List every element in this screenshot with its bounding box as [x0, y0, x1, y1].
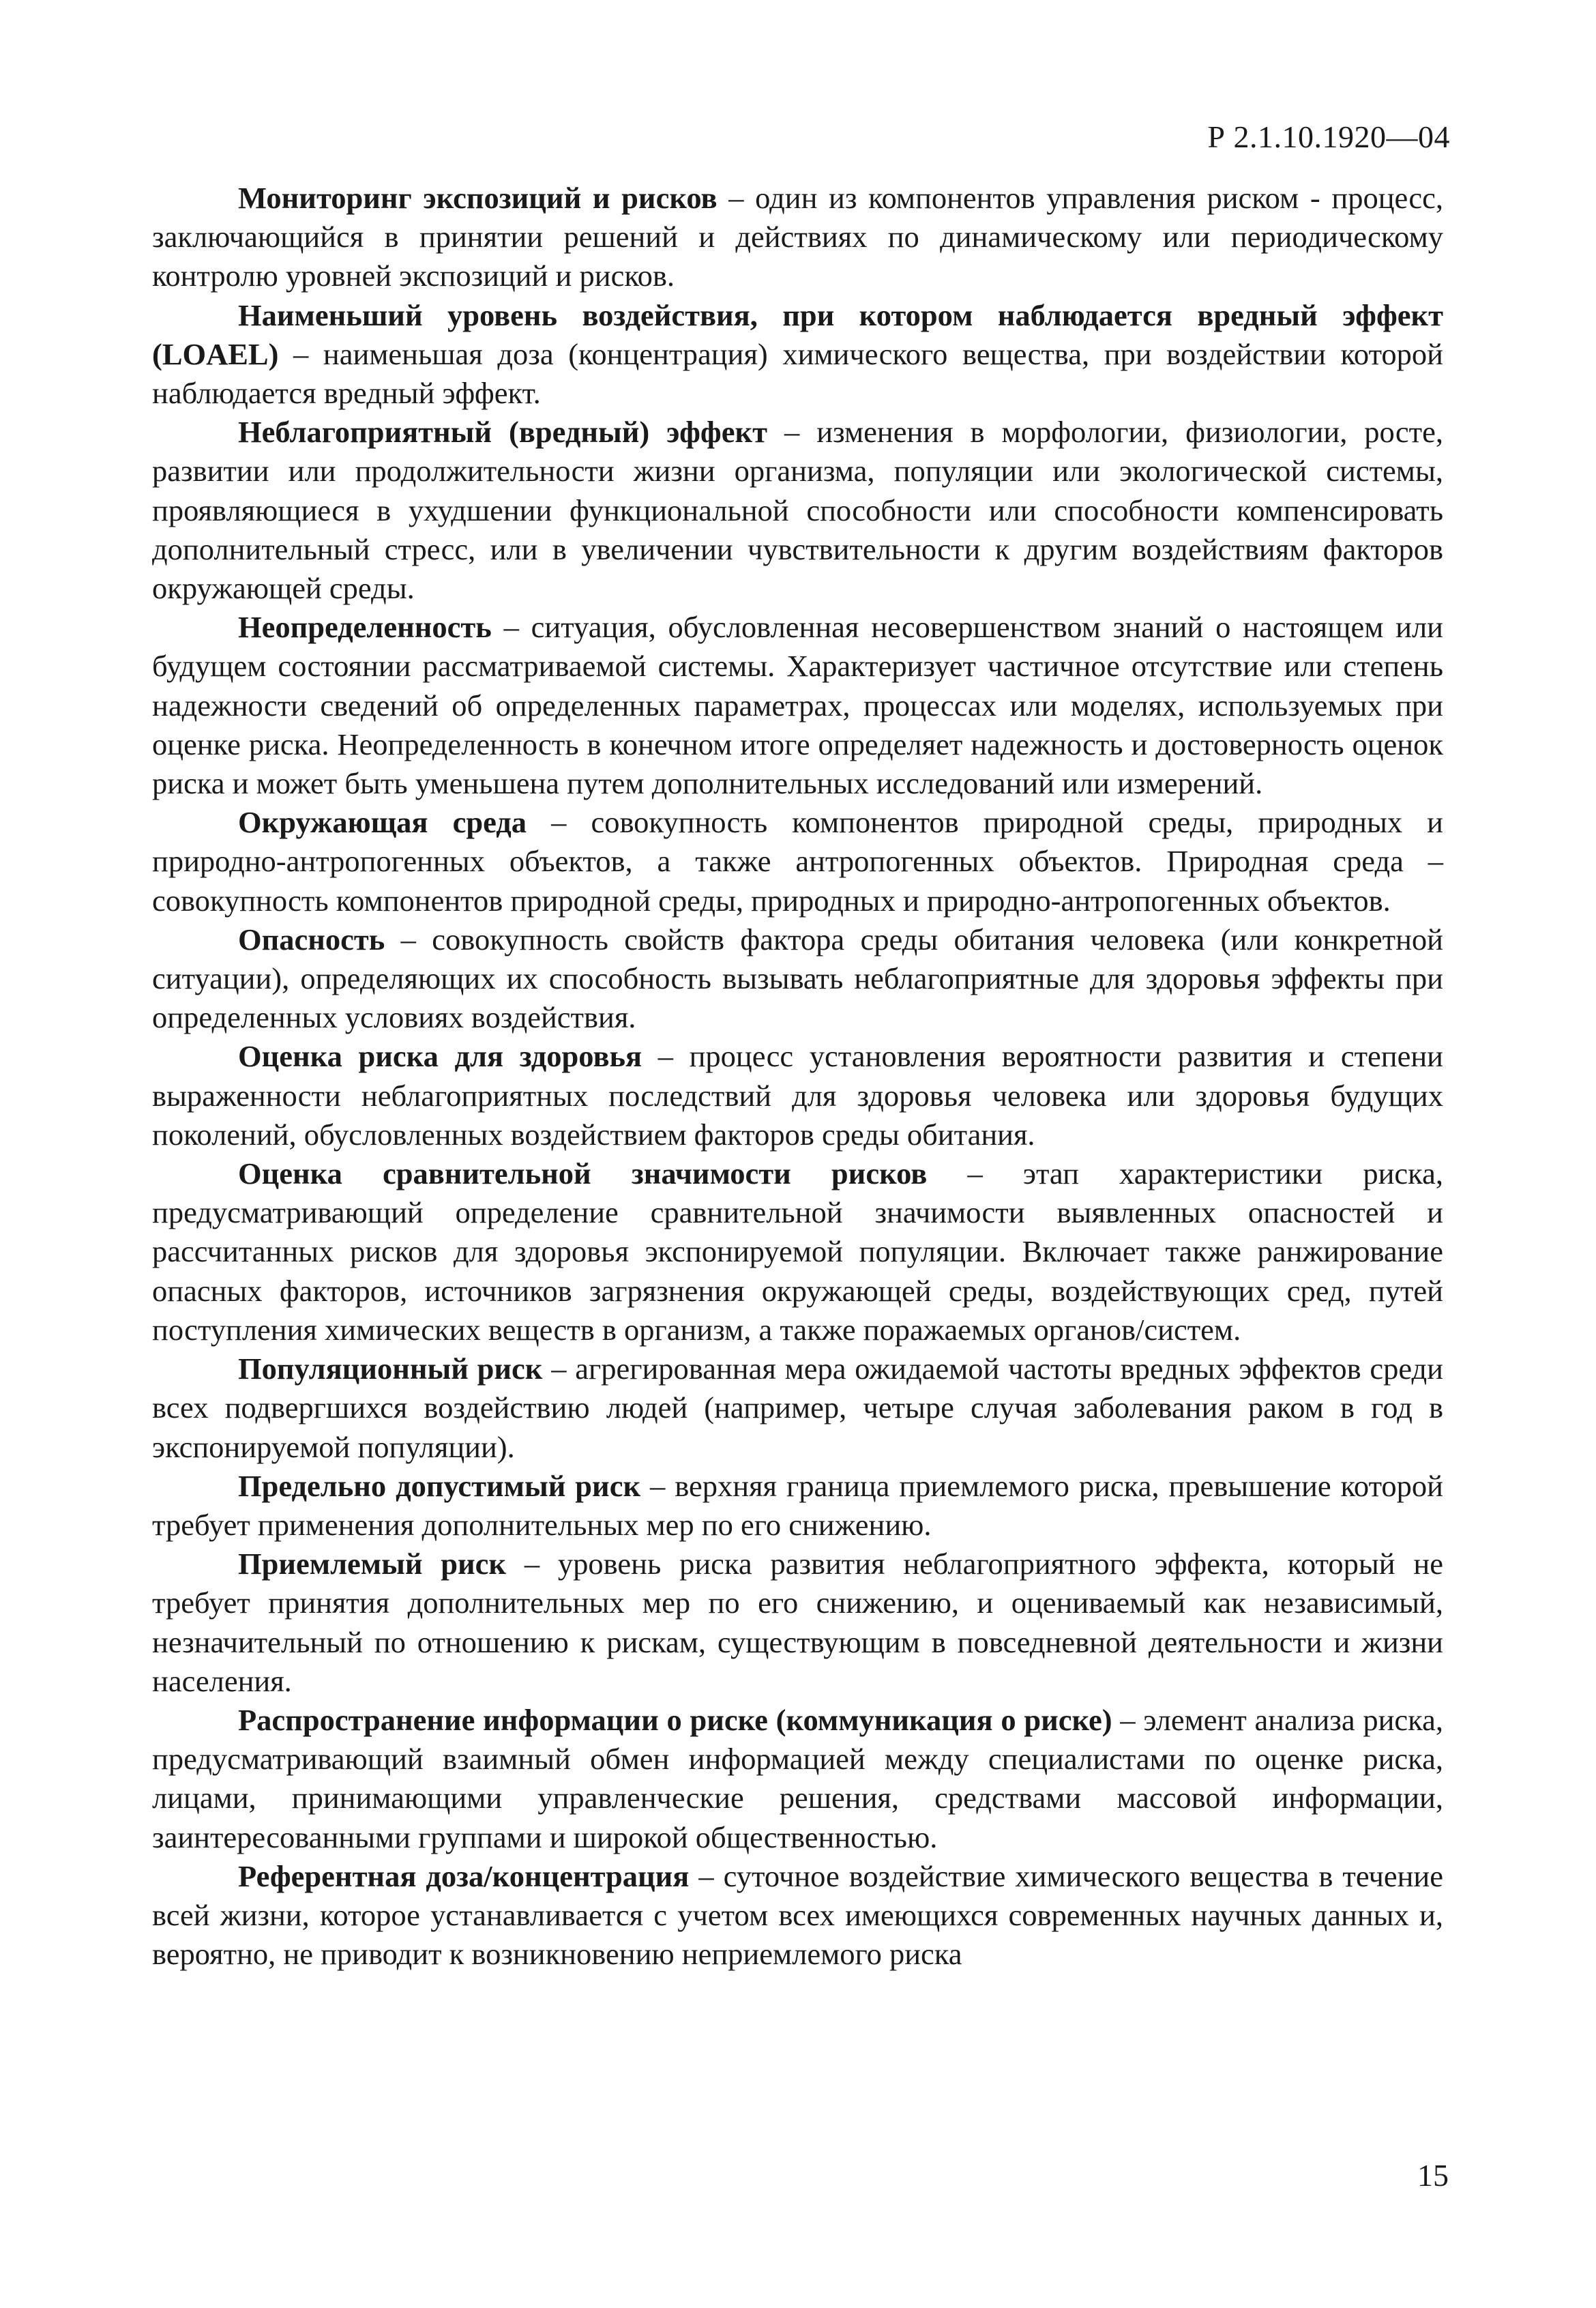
term: Популяционный риск: [238, 1352, 543, 1386]
term: Приемлемый риск: [238, 1547, 507, 1581]
definition-entry: [152, 920, 1443, 1038]
definition-entry: [152, 179, 1443, 296]
definition-text: – изменения в морфологии, физиологии, росте, развитии или продолжительности жизни организма, популяции или экологической системы, проявляющиеся в ухудшении функциональной способности или способности компенсировать дополнительный стресс, или в увеличении чувствительности к другим воздействиям факторов окружающей среды.: [152, 415, 1443, 606]
definition-entry: [152, 1701, 1443, 1857]
term: Наименьший уровень воздействия, при котором наблюдается вредный эффект (LOAEL): [152, 297, 1443, 371]
definition-entry: [152, 1154, 1443, 1349]
definition-entry: [152, 1857, 1443, 1974]
document-code: Р 2.1.10.1920—04: [1207, 119, 1450, 154]
term: Распространение информации о риске (коммуникация о риске): [238, 1702, 1112, 1737]
definition-text: – ситуация, обусловленная несовершенством знаний о настоящем или будущем состоянии рассматриваемой системы. Характеризует частичное отсутствие или степень надежности сведений об определенных параметрах, процессах или моделях, используемых при оценке риска. Неопределенность в конечном итоге определяет надежность и достоверность оценок риска и может быть уменьшена путем дополнительных исследований или измерений.: [152, 610, 1443, 801]
term: Опасность: [238, 922, 385, 956]
definition-entry: [152, 803, 1443, 920]
definition-entry: [152, 1545, 1443, 1701]
definition-entry: [152, 1467, 1443, 1545]
definition-text: – этап характеристики риска, предусматривающий определение сравнительной значимости выявленных опасностей и рассчитанных рисков для здоровья экспонируемой популяции. Включает также ранжирование опасных факторов, источников загрязнения окружающей среды, воздействующих сред, путей поступления химических веществ в организм, а также поражаемых органов/систем.: [152, 1156, 1443, 1347]
definition-entry: [152, 296, 1443, 413]
term: Неопределенность: [238, 610, 492, 645]
term: Окружающая среда: [238, 805, 527, 840]
definition-entry: [152, 1349, 1443, 1467]
term: Неблагоприятный (вредный) эффект: [238, 415, 767, 450]
definition-text: – процесс установления вероятности развития и степени выраженности неблагоприятных последствий для здоровья человека или здоровья будущих поколений, обусловленных воздействием факторов среды обитания.: [152, 1039, 1443, 1152]
definition-text: – уровень риска развития неблагоприятного эффекта, который не требует принятия дополнительных мер по его снижению, и оцениваемый как независимый, незначительный по отношению к рискам, существующим в повседневной деятельности и жизни населения.: [152, 1547, 1443, 1698]
definition-text: – совокупность свойств фактора среды обитания человека (или конкретной ситуации), определяющих их способность вызывать неблагоприятные для здоровья эффекты при определенных условиях воздействия.: [152, 922, 1443, 1035]
definition-text: – агрегированная мера ожидаемой частоты вредных эффектов среди всех подвергшихся воздействию людей (например, четыре случая заболевания раком в год в экспонируемой популяции).: [152, 1352, 1443, 1464]
definition-entry: [152, 608, 1443, 803]
definition-text: – суточное воздействие химического вещества в течение всей жизни, которое устанавливается с учетом всех имеющихся современных научных данных и, вероятно, не приводит к возникновению неприемлемого риска: [152, 1858, 1443, 1972]
term: Мониторинг экспозиций и рисков: [238, 181, 718, 215]
definition-text: – один из компонентов управления риском - процесс, заключающийся в принятии решений и действиях по динамическому или периодическому контролю уровней экспозиций и рисков.: [152, 181, 1443, 293]
page-number: 15: [1417, 2158, 1449, 2193]
definition-entry: [152, 1037, 1443, 1154]
term: Предельно допустимый риск: [238, 1468, 641, 1503]
definition-text: – совокупность компонентов природной среды, природных и природно-антропогенных объектов, а также антропогенных объектов. Природная среда – совокупность компонентов природной среды, природных и природно-антропогенных объектов.: [152, 805, 1443, 918]
term: Оценка сравнительной значимости рисков: [238, 1156, 928, 1191]
definition-entry: [152, 413, 1443, 608]
definition-text: – верхняя граница приемлемого риска, превышение которой требует применения дополнительных мер по его снижению.: [152, 1468, 1443, 1542]
definitions-list: [152, 179, 1443, 1974]
term: Референтная доза/концентрация: [238, 1858, 690, 1893]
definition-text: – элемент анализа риска, предусматривающий взаимный обмен информацией между специалистами по оценке риска, лицами, принимающими управленческие решения, средствами массовой информации, заинтересованными группами и широкой общественностью.: [152, 1702, 1443, 1854]
term: Оценка риска для здоровья: [238, 1039, 642, 1074]
definition-text: – наименьшая доза (концентрация) химического вещества, при воздействии которой наблюдается вредный эффект.: [152, 336, 1443, 411]
